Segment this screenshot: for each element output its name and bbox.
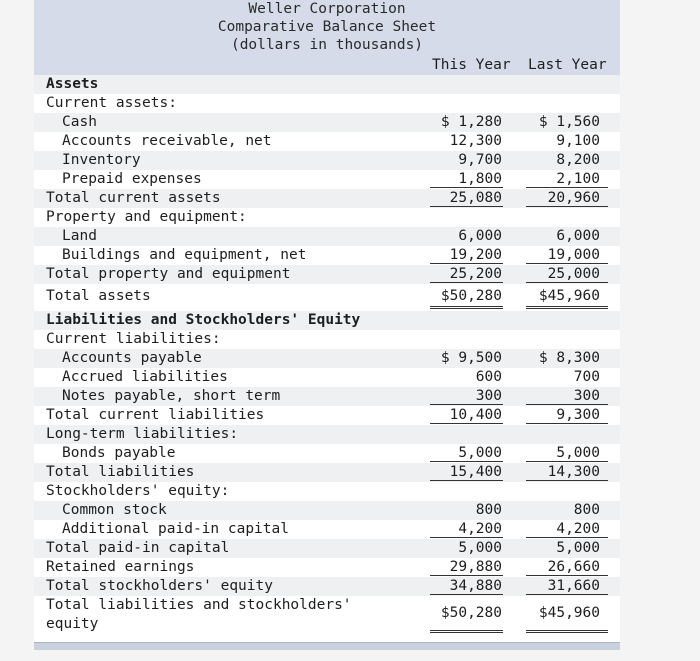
row-label: Additional paid-in capital — [62, 521, 289, 537]
last-year-value: $45,960 — [538, 605, 600, 621]
subtotal-rule — [526, 404, 608, 405]
table-row — [34, 132, 620, 151]
last-year-value: $ 8,300 — [538, 350, 600, 366]
this-year-value: $ 1,280 — [440, 114, 502, 130]
subtotal-rule — [526, 461, 608, 462]
this-year-value: 25,200 — [449, 266, 502, 282]
total-double-rule — [526, 308, 608, 309]
row-label: Common stock — [62, 502, 167, 518]
subtotal-rule — [526, 206, 608, 207]
current-assets-heading: Current assets: — [46, 95, 177, 111]
assets-heading-row — [34, 75, 620, 94]
subtotal-rule — [430, 206, 503, 207]
last-year-value: 25,000 — [547, 266, 600, 282]
row-label: Accrued liabilities — [62, 369, 228, 385]
property-equipment-heading: Property and equipment: — [46, 209, 247, 225]
subtotal-rule — [430, 594, 503, 595]
liabilities-heading-row — [34, 311, 620, 330]
row-label-continued: equity — [46, 616, 99, 632]
this-year-value: 19,200 — [449, 247, 502, 263]
last-year-value: 800 — [573, 502, 600, 518]
row-label: Notes payable, short term — [62, 388, 281, 404]
row-label: Accounts receivable, net — [62, 133, 272, 149]
property-equipment-row — [34, 208, 620, 227]
subtotal-rule — [430, 537, 503, 538]
row-label: Total liabilities — [46, 464, 195, 480]
this-year-value: 800 — [475, 502, 502, 518]
row-label: Total property and equipment — [46, 266, 291, 282]
row-label: Accounts payable — [62, 350, 202, 366]
equity-heading: Stockholders' equity: — [46, 483, 230, 499]
table-row — [34, 368, 620, 387]
last-year-value: 14,300 — [547, 464, 600, 480]
table-row — [34, 349, 620, 368]
this-year-value: 1,800 — [458, 171, 502, 187]
subtotal-rule — [526, 575, 608, 576]
this-year-value: $50,280 — [440, 288, 502, 304]
last-year-value: 26,660 — [547, 559, 600, 575]
statement-title: Comparative Balance Sheet — [217, 19, 437, 35]
row-label: Total paid-in capital — [46, 540, 230, 556]
last-year-value: $45,960 — [538, 288, 600, 304]
row-label: Total current liabilities — [46, 407, 265, 423]
row-label: Land — [62, 228, 97, 244]
last-year-value: 700 — [573, 369, 600, 385]
this-year-value: 4,200 — [458, 521, 502, 537]
total-double-rule — [430, 306, 503, 307]
subtotal-rule — [430, 480, 503, 481]
row-label: Total stockholders' equity — [46, 578, 273, 594]
total-double-rule — [430, 632, 503, 633]
last-year-value: 19,000 — [547, 247, 600, 263]
subtotal-rule — [526, 187, 608, 188]
total-double-rule — [526, 632, 608, 633]
table-row — [34, 227, 620, 246]
this-year-value: 5,000 — [458, 540, 502, 556]
last-year-value: 5,000 — [556, 540, 600, 556]
row-label: Bonds payable — [62, 445, 176, 461]
last-year-value: 31,660 — [547, 578, 600, 594]
last-year-value: 4,200 — [556, 521, 600, 537]
table-row — [34, 113, 620, 132]
subtotal-rule — [526, 263, 608, 264]
column-header-last-year: Last Year — [528, 57, 607, 73]
subtotal-rule — [526, 537, 608, 538]
subtotal-rule — [430, 423, 503, 424]
grand-total-values — [34, 604, 620, 623]
last-year-value: 9,100 — [556, 133, 600, 149]
this-year-value: $ 9,500 — [440, 350, 502, 366]
row-label: Total assets — [46, 288, 151, 304]
last-year-value: 8,200 — [556, 152, 600, 168]
row-label: Retained earnings — [46, 559, 195, 575]
current-assets-row — [34, 94, 620, 113]
this-year-value: 34,880 — [449, 578, 502, 594]
liabilities-equity-heading: Liabilities and Stockholders' Equity — [46, 312, 361, 328]
this-year-value: 12,300 — [449, 133, 502, 149]
table-row — [34, 151, 620, 170]
this-year-value: 10,400 — [449, 407, 502, 423]
last-year-value: 2,100 — [556, 171, 600, 187]
subtotal-rule — [430, 461, 503, 462]
last-year-value: 300 — [573, 388, 600, 404]
table-row — [34, 501, 620, 520]
long-term-row — [34, 425, 620, 444]
subtotal-rule — [430, 263, 503, 264]
last-year-value: 20,960 — [547, 190, 600, 206]
table-row — [34, 539, 620, 558]
row-label: Buildings and equipment, net — [62, 247, 307, 263]
subtotal-rule — [430, 575, 503, 576]
subtotal-rule — [430, 282, 503, 283]
this-year-value: 300 — [475, 388, 502, 404]
current-liabilities-heading: Current liabilities: — [46, 331, 221, 347]
last-year-value: 5,000 — [556, 445, 600, 461]
subtotal-rule — [430, 404, 503, 405]
total-double-rule — [526, 630, 608, 631]
this-year-value: 29,880 — [449, 559, 502, 575]
equity-heading-row — [34, 482, 620, 501]
column-header-this-year: This Year — [432, 57, 511, 73]
this-year-value: 600 — [475, 369, 502, 385]
this-year-value: 5,000 — [458, 445, 502, 461]
this-year-value: 9,700 — [458, 152, 502, 168]
last-year-value: 6,000 — [556, 228, 600, 244]
this-year-value: 15,400 — [449, 464, 502, 480]
units-note: (dollars in thousands) — [230, 37, 424, 53]
row-label: Total liabilities and stockholders' — [46, 597, 352, 613]
total-double-rule — [526, 306, 608, 307]
current-liabilities-row — [34, 330, 620, 349]
row-label: Total current assets — [46, 190, 221, 206]
this-year-value: 25,080 — [449, 190, 502, 206]
row-label: Inventory — [62, 152, 141, 168]
row-label: Prepaid expenses — [62, 171, 202, 187]
total-double-rule — [430, 630, 503, 631]
subtotal-rule — [526, 480, 608, 481]
row-label: Cash — [62, 114, 97, 130]
subtotal-rule — [526, 423, 608, 424]
subtotal-rule — [526, 282, 608, 283]
total-double-rule — [430, 308, 503, 309]
company-name: Weller Corporation — [248, 1, 406, 17]
subtotal-rule — [430, 187, 503, 188]
table-row — [34, 287, 620, 306]
last-year-value: $ 1,560 — [538, 114, 600, 130]
long-term-heading: Long-term liabilities: — [46, 426, 239, 442]
last-year-value: 9,300 — [556, 407, 600, 423]
subtotal-rule — [526, 594, 608, 595]
this-year-value: $50,280 — [440, 605, 502, 621]
this-year-value: 6,000 — [458, 228, 502, 244]
assets-heading: Assets — [46, 76, 99, 92]
